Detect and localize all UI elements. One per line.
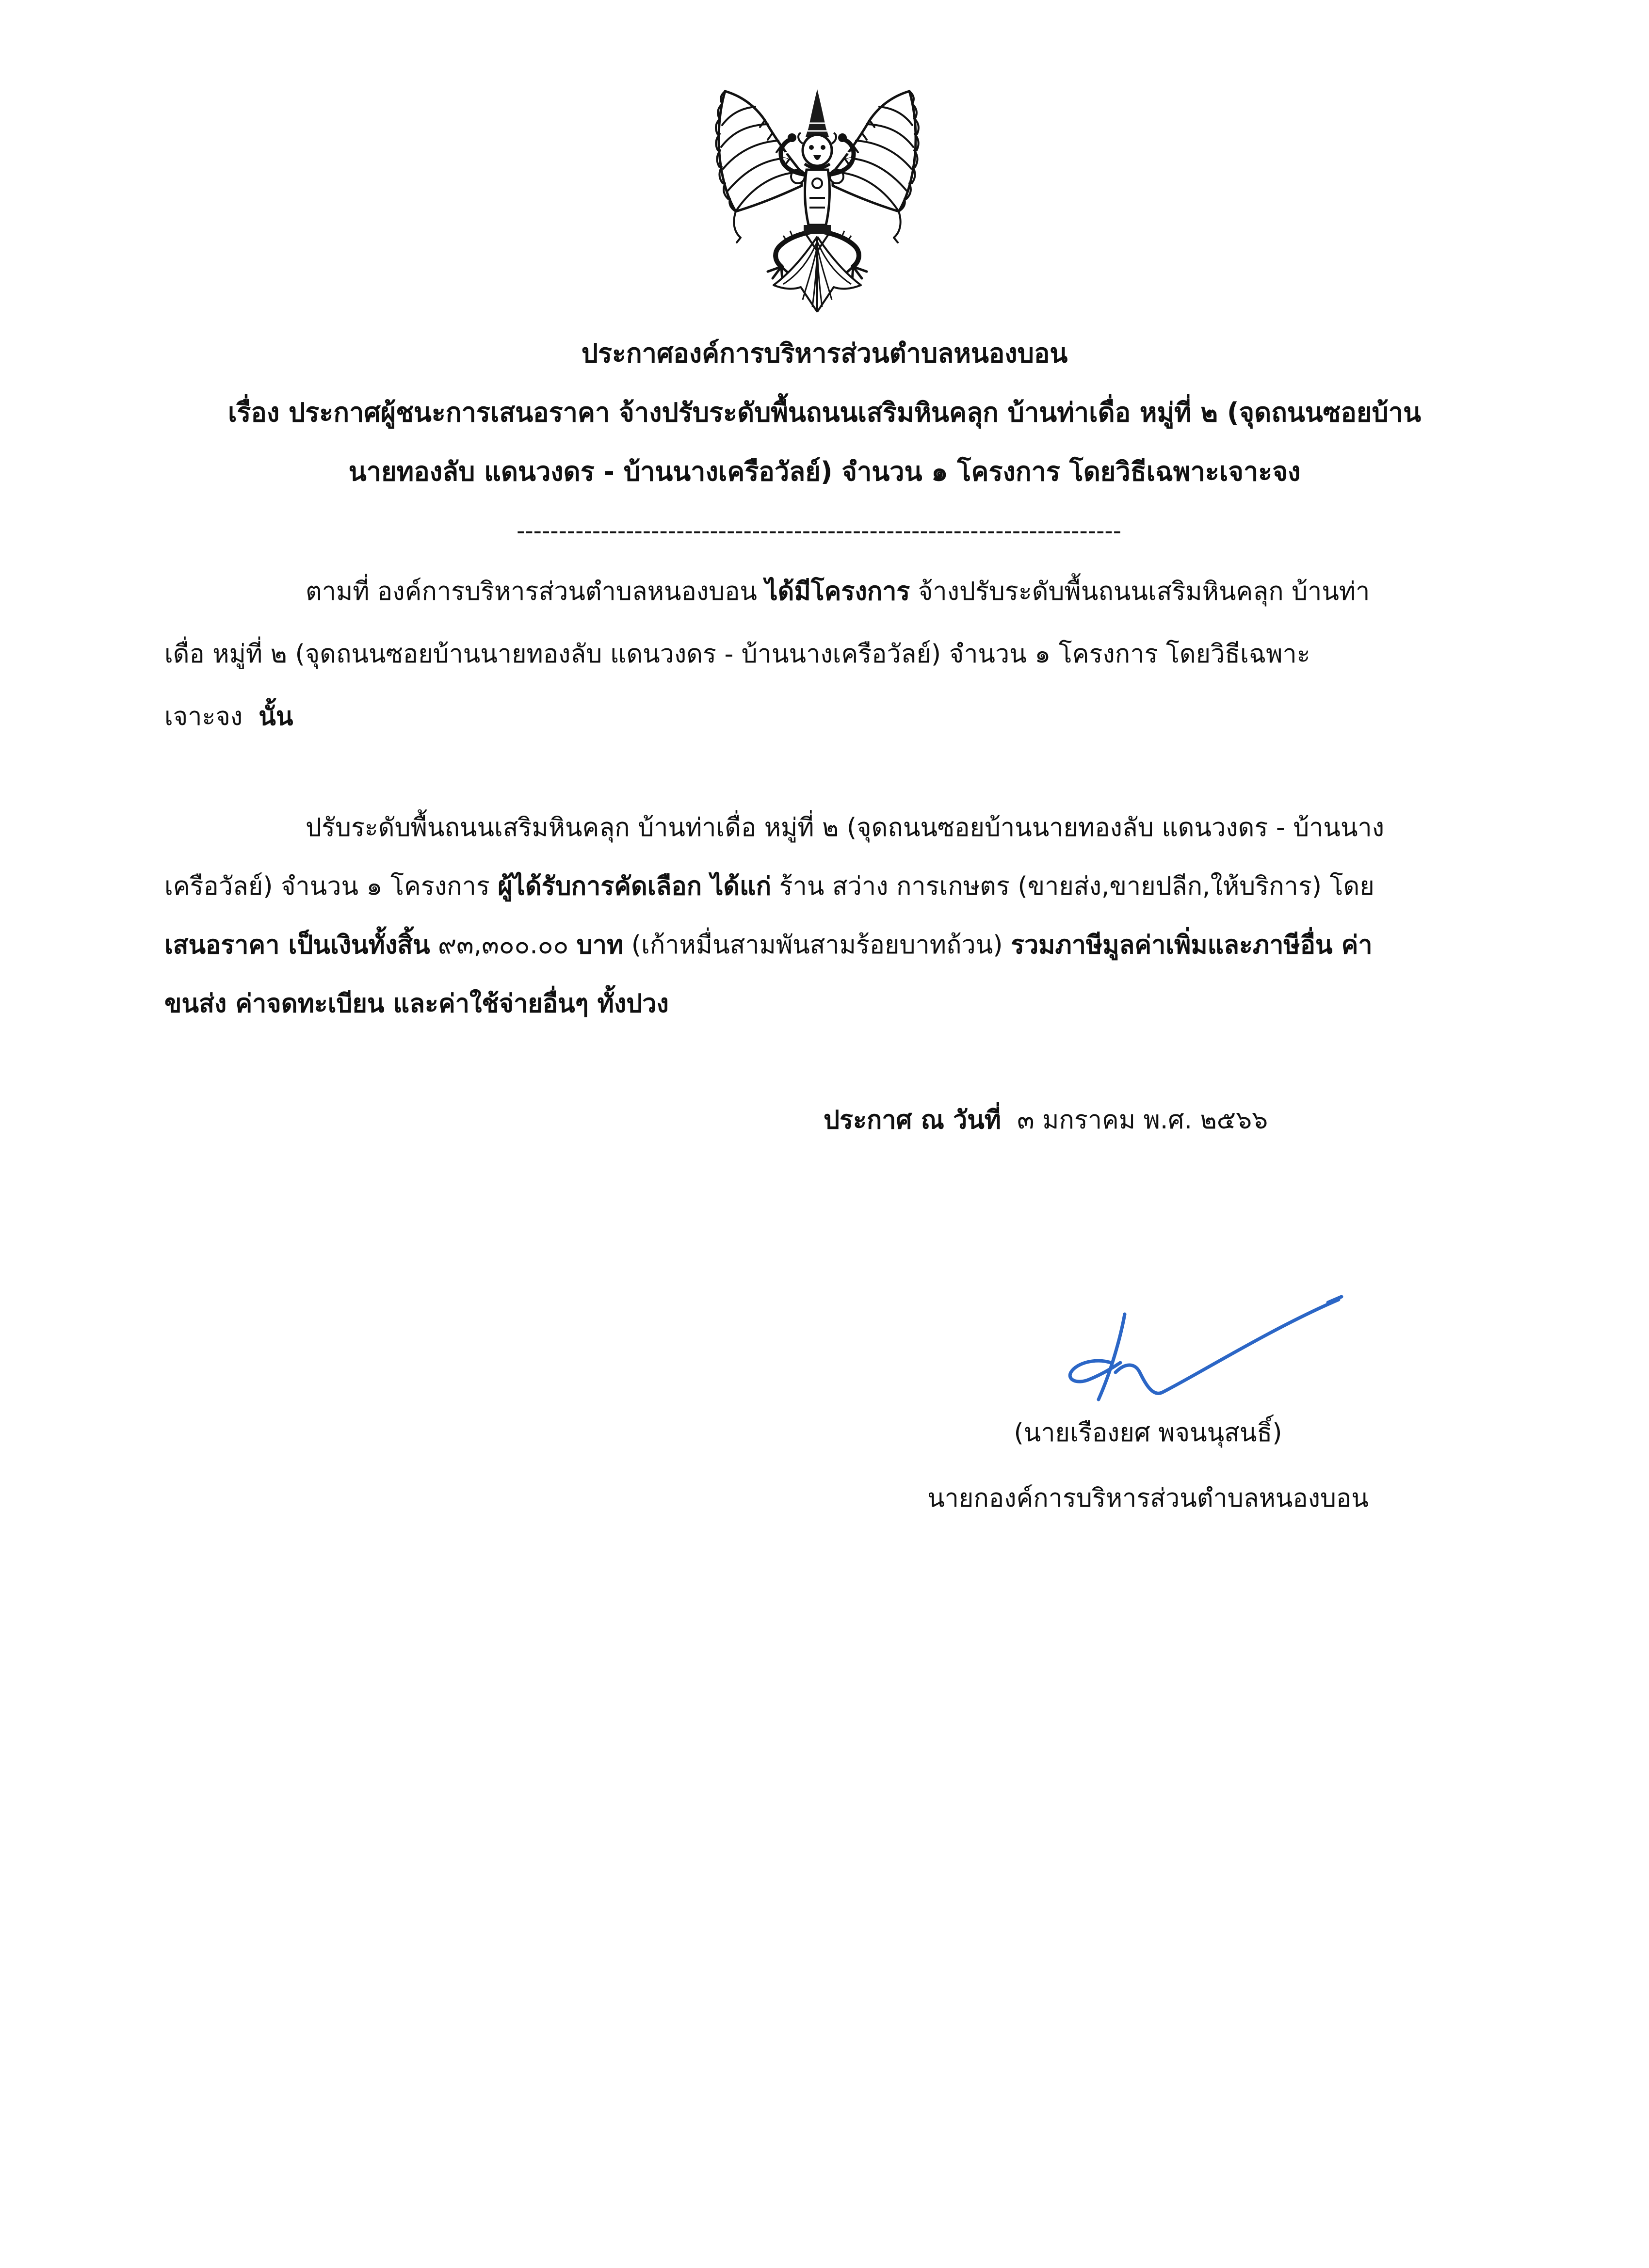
paragraph-1 (164, 561, 1484, 748)
text-segment-bold: เสนอราคา เป็นเงินทั้งสิ้น (164, 931, 430, 960)
subject-line-1: เรื่อง ประกาศผู้ชนะการเสนอราคา จ้างปรับระดับพื้นถนนเสริมหินคลุก บ้านท่าเดื่อ หมู่ที่ ๒ (จุดถนนซอยบ้าน (227, 397, 1422, 428)
announcement-date (824, 1091, 1551, 1149)
paragraph-1-line-1 (164, 561, 1484, 623)
text-segment-bold: ขนส่ง ค่าจดทะเบียน และค่าใช้จ่ายอื่นๆ ทั้งปวง (164, 989, 669, 1018)
announcement-title: ประกาศองค์การบริหารส่วนตำบลหนองบอน (581, 338, 1068, 369)
date-label: ประกาศ ณ วันที่ (824, 1106, 1002, 1135)
document-content (0, 324, 1649, 1528)
paragraph-2-line-4 (164, 975, 1484, 1033)
text-segment: เดื่อ หมู่ที่ ๒ (จุดถนนซอยบ้านนายทองลับ แดนวงดร - บ้านนางเครือวัลย์) จำนวน ๑ โครงการ โดยวิธีเฉพาะ (164, 640, 1310, 669)
text-segment: ตามที่ องค์การบริหารส่วนตำบลหนองบอน (306, 577, 765, 606)
announcement-header (97, 324, 1552, 501)
paragraph-1-line-3 (164, 686, 1484, 748)
paragraph-2-line-1 (164, 799, 1484, 857)
garuda-emblem (711, 86, 924, 314)
text-segment: ปรับระดับพื้นถนนเสริมหินคลุก บ้านท่าเดื่อ หมู่ที่ ๒ (จุดถนนซอยบ้านนายทองลับ แดนวงดร - บ้านนาง (306, 813, 1385, 842)
text-segment: ร้าน สว่าง การเกษตร (ขายส่ง,ขายปลีก,ให้บริการ) โดย (771, 872, 1374, 901)
text-segment: ๙๓,๓๐๐.๐๐ (430, 931, 577, 960)
text-segment-bold: รวมภาษีมูลค่าเพิ่มและภาษีอื่น ค่า (1011, 931, 1373, 960)
garuda-right-half (817, 91, 919, 312)
paragraph-2 (164, 799, 1484, 1033)
text-segment-bold: ได้มีโครงการ (765, 577, 910, 606)
garuda-head (803, 135, 832, 166)
paragraph-1-line-2 (164, 623, 1484, 686)
text-segment-bold: บาท (576, 931, 624, 960)
text-segment-bold: ผู้ได้รับการคัดเลือก ได้แก่ (498, 872, 772, 901)
signer-position: นายกองค์การบริหารส่วนตำบลหนองบอน (927, 1484, 1369, 1513)
text-segment: เจาะจง (164, 702, 259, 731)
separator-dashes: ------------------------------------------------------------------------ (517, 517, 1122, 545)
paragraph-2-line-2 (164, 857, 1484, 916)
paragraph-2-line-3 (164, 916, 1484, 975)
text-segment-bold: นั้น (259, 702, 293, 731)
subject-line-2: นายทองลับ แดนวงดร - บ้านนางเครือวัลย์) จำนวน ๑ โครงการ โดยวิธีเฉพาะเจาะจง (348, 456, 1301, 487)
text-segment: (เก้าหมื่นสามพันสามร้อยบาทถ้วน) (623, 931, 1011, 960)
text-segment: จ้างปรับระดับพื้นถนนเสริมหินคลุก บ้านท่า (910, 577, 1370, 606)
date-value: ๓ มกราคม พ.ศ. ๒๕๖๖ (1001, 1106, 1268, 1135)
signer-name: (นายเรืองยศ พจนนุสนธิ์) (1014, 1418, 1282, 1448)
garuda-crown (806, 89, 829, 137)
garuda-left-half (716, 91, 817, 312)
text-segment: เครือวัลย์) จำนวน ๑ โครงการ (164, 872, 498, 901)
